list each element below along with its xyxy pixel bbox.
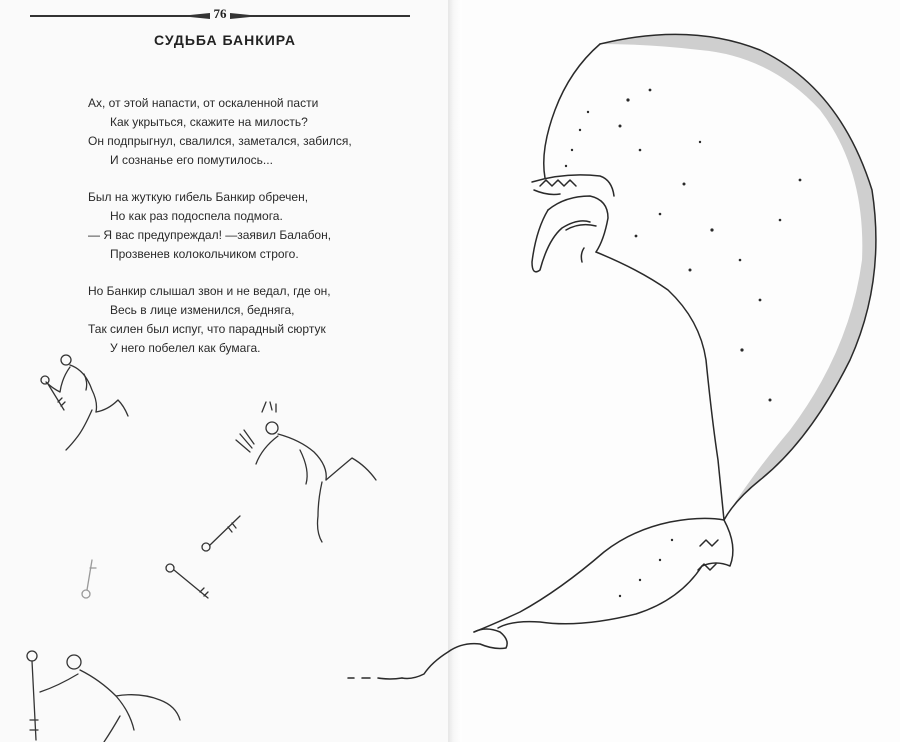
poem-line: Но Банкир слышал звон и не ведал, где он, <box>88 284 331 298</box>
poem-line: Прозвенев колокольчиком строго. <box>110 247 299 261</box>
monster-neck <box>596 252 724 520</box>
poem-line: Но как раз подоспела подмога. <box>110 209 283 223</box>
monster-forehead <box>544 44 600 178</box>
poem-line: И сознанье его помутилось... <box>110 153 273 167</box>
page-title: СУДЬБА БАНКИРА <box>153 32 297 48</box>
monster-head-outline <box>600 34 876 520</box>
tiny-creature <box>348 629 507 679</box>
monster-shadow <box>600 34 876 520</box>
small-monster <box>474 518 733 632</box>
poem-line: — Я вас предупреждал! —заявил Балабон, <box>88 228 332 242</box>
poem-line: Он подпрыгнул, свалился, заметался, забился, <box>88 134 352 148</box>
poem-line: Ах, от этой напасти, от оскаленной пасти <box>88 96 319 110</box>
poem-line: Весь в лице изменился, бедняга, <box>110 303 295 317</box>
poem-line: Как укрыться, скажите на милость? <box>110 115 308 129</box>
poem-line: У него побелел как бумага. <box>110 341 261 355</box>
poem-line: Так силен был испуг, что парадный сюртук <box>88 322 326 336</box>
monster-mouth <box>532 175 614 272</box>
page-number: 76 <box>213 6 227 21</box>
monster-spots <box>565 89 802 598</box>
poem-line: Был на жуткую гибель Банкир обречен, <box>88 190 309 204</box>
